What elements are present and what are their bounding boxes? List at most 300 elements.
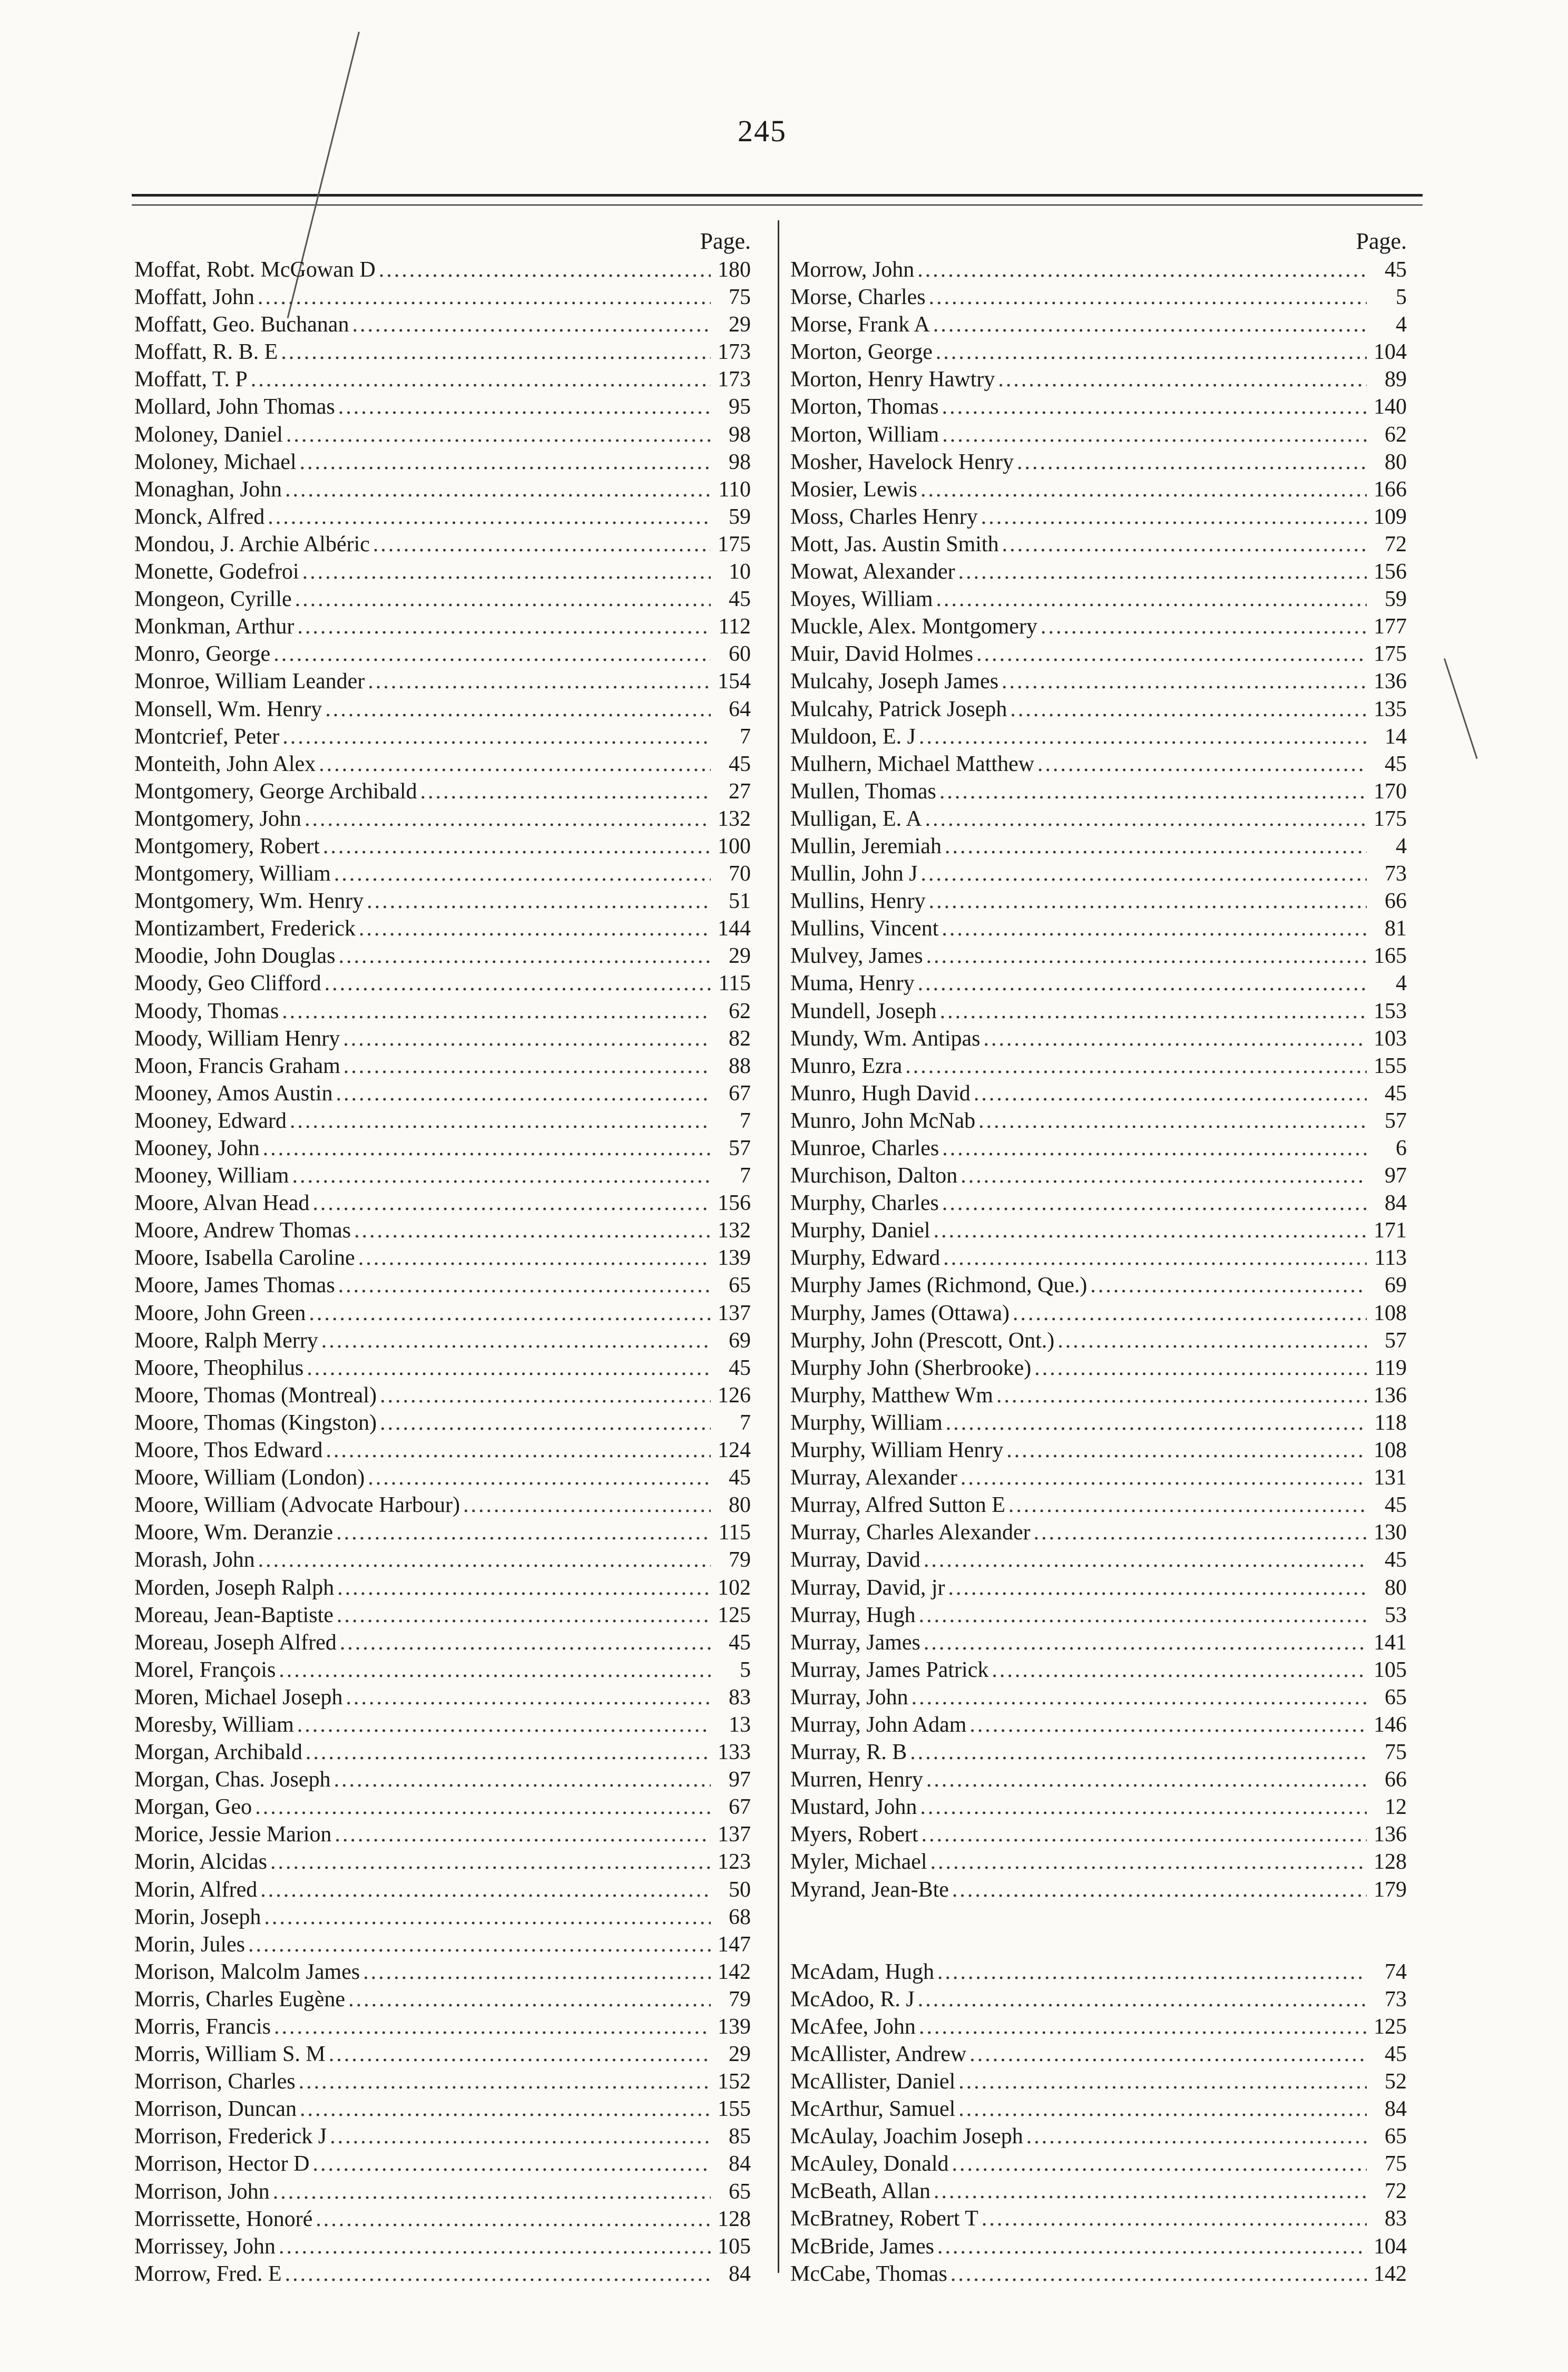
entry-name: Morrison, Duncan (134, 2097, 297, 2122)
index-entry (134, 1464, 756, 1491)
entry-name: Munroe, Charles (790, 1136, 939, 1160)
dot-leader (299, 2068, 711, 2095)
dot-leader (281, 338, 711, 366)
index-entry (790, 696, 1412, 723)
entry-page: 53 (1385, 1603, 1407, 1627)
index-entry (134, 1382, 756, 1409)
entry-page: 139 (718, 2015, 751, 2039)
index-entry (790, 1491, 1412, 1519)
dot-leader (958, 558, 1367, 585)
entry-page: 45 (1385, 1493, 1407, 1518)
entry-page: 104 (1374, 2234, 1407, 2259)
entry-name: McBeath, Allan (790, 2179, 930, 2204)
index-entry (134, 1793, 756, 1821)
dot-leader (945, 833, 1367, 860)
dot-leader (919, 1602, 1367, 1629)
entry-page: 97 (729, 1768, 751, 1792)
index-entry (790, 393, 1412, 421)
dot-leader (326, 1437, 711, 1464)
dot-leader (912, 1684, 1367, 1711)
dot-leader (312, 2150, 711, 2178)
index-entry (790, 1684, 1412, 1711)
entry-page: 155 (718, 2097, 751, 2122)
dot-leader (279, 1656, 711, 1684)
index-entry (790, 640, 1412, 668)
index-entry (134, 1931, 756, 1958)
entry-page: 62 (1385, 422, 1407, 447)
entry-page: 12 (1385, 1795, 1407, 1820)
entry-page: 98 (729, 422, 751, 447)
dot-leader (1034, 1354, 1367, 1382)
index-entry (790, 915, 1412, 942)
index-entry (134, 1107, 756, 1135)
dot-leader (282, 723, 711, 750)
index-list (790, 256, 1412, 1904)
dot-leader (919, 2013, 1367, 2041)
index-entry (134, 531, 756, 558)
entry-page: 45 (729, 587, 751, 612)
entry-page: 45 (729, 1630, 751, 1655)
entry-name: Murphy, William (790, 1410, 943, 1435)
index-entry (790, 1217, 1412, 1244)
index-entry (134, 1766, 756, 1793)
index-entry (134, 1519, 756, 1546)
entry-name: Mondou, J. Archie Albéric (134, 532, 370, 557)
index-entry (790, 833, 1412, 860)
dot-leader (969, 2041, 1367, 2068)
entry-page: 166 (1374, 477, 1407, 502)
index-entry (790, 2178, 1412, 2205)
entry-page: 175 (718, 532, 751, 557)
entry-page: 45 (729, 751, 751, 776)
entry-name: Mullins, Vincent (790, 916, 939, 941)
entry-name: Moloney, Daniel (134, 422, 283, 447)
index-entry (790, 1080, 1412, 1107)
entry-name: Murray, John (790, 1685, 908, 1710)
entry-name: Morin, Alcidas (134, 1850, 267, 1875)
entry-name: Murray, David, jr (790, 1575, 945, 1600)
entry-name: Murphy, Edward (790, 1246, 940, 1271)
entry-name: Moodie, John Douglas (134, 944, 336, 969)
entry-name: Mosher, Havelock Henry (790, 450, 1014, 474)
dot-leader (352, 311, 711, 338)
entry-page: 113 (1374, 1246, 1407, 1271)
dot-leader (323, 833, 711, 860)
entry-name: Moore, John Green (134, 1301, 306, 1325)
entry-page: 80 (729, 1493, 751, 1518)
dot-leader (946, 1409, 1367, 1437)
dot-leader (363, 1958, 711, 1986)
entry-name: Moffat, Robt. McGowan D (134, 258, 376, 282)
index-entry (134, 2150, 756, 2178)
index-entry (790, 1821, 1412, 1848)
dot-leader (316, 2205, 711, 2233)
entry-page: 123 (718, 1850, 751, 1875)
dot-leader (969, 1711, 1367, 1739)
entry-name: Moore, Alvan Head (134, 1191, 310, 1216)
dot-leader (996, 1382, 1367, 1409)
entry-name: Mullen, Thomas (790, 779, 936, 804)
index-entry (790, 942, 1412, 970)
dot-leader (1017, 448, 1367, 476)
dot-leader (358, 1244, 711, 1272)
dot-leader (463, 1491, 711, 1519)
index-entry (134, 1354, 756, 1382)
entry-page: 140 (1374, 395, 1407, 419)
dot-leader (258, 284, 711, 311)
index-entry (134, 2233, 756, 2260)
index-entry (134, 613, 756, 640)
index-entry (134, 1409, 756, 1437)
dot-leader (982, 2205, 1367, 2232)
index-entry (134, 887, 756, 915)
dot-leader (919, 723, 1367, 750)
entry-page: 179 (1374, 1877, 1407, 1902)
entry-name: Morton, William (790, 422, 939, 447)
entry-page: 4 (1396, 313, 1407, 337)
dot-leader (329, 2041, 711, 2068)
page-column-header: Page. (1356, 228, 1407, 254)
entry-name: Murphy, Matthew Wm (790, 1383, 993, 1408)
entry-page: 59 (1385, 587, 1407, 612)
entry-name: Murray, Alexander (790, 1466, 957, 1490)
dot-leader (302, 558, 711, 585)
entry-page: 108 (1374, 1438, 1407, 1463)
entry-name: Mulcahy, Patrick Joseph (790, 697, 1007, 721)
entry-page: 108 (1374, 1301, 1407, 1325)
index-entry (134, 2095, 756, 2123)
entry-name: Mundell, Joseph (790, 999, 937, 1023)
entry-name: Morgan, Geo (134, 1795, 252, 1820)
entry-page: 51 (729, 889, 751, 914)
entry-page: 65 (729, 1273, 751, 1298)
dot-leader (295, 585, 711, 613)
entry-page: 89 (1385, 367, 1407, 392)
entry-name: Montgomery, John (134, 806, 301, 831)
entry-name: Mooney, Edward (134, 1108, 287, 1133)
entry-name: Monteith, John Alex (134, 751, 316, 776)
entry-name: Murray, R. B (790, 1740, 907, 1765)
entry-page: 73 (1385, 1987, 1407, 2012)
entry-name: Moore, Thomas (Montreal) (134, 1383, 377, 1408)
index-entry (134, 1162, 756, 1189)
entry-name: Morash, John (134, 1548, 255, 1573)
entry-name: Myers, Robert (790, 1822, 918, 1847)
entry-page: 146 (1374, 1712, 1407, 1737)
entry-page: 155 (1374, 1053, 1407, 1078)
entry-name: Mundy, Wm. Antipas (790, 1026, 981, 1051)
entry-name: Morgan, Chas. Joseph (134, 1768, 331, 1792)
dot-leader (918, 970, 1367, 997)
index-list (134, 256, 756, 2288)
index-entry (790, 998, 1412, 1025)
entry-page: 69 (1385, 1273, 1407, 1298)
dot-leader (1026, 2123, 1367, 2150)
entry-page: 124 (718, 1438, 751, 1463)
dot-leader (1002, 531, 1367, 558)
entry-page: 14 (1385, 724, 1407, 749)
entry-name: Mongeon, Cyrille (134, 587, 292, 612)
entry-name: Morrow, Fred. E (134, 2261, 282, 2286)
entry-page: 65 (729, 2179, 751, 2204)
dot-leader (925, 805, 1367, 833)
entry-page: 171 (1374, 1218, 1407, 1243)
entry-name: Morton, Thomas (790, 395, 939, 419)
dot-leader (270, 1848, 711, 1876)
index-entry (134, 1876, 756, 1904)
index-entry (790, 1382, 1412, 1409)
dot-leader (334, 860, 711, 887)
dot-leader (337, 1574, 711, 1602)
dot-leader (348, 1986, 711, 2013)
entry-page: 131 (1374, 1466, 1407, 1490)
entry-name: Monroe, William Leander (134, 669, 365, 694)
dot-leader (325, 696, 711, 723)
entry-name: Mulligan, E. A (790, 806, 922, 831)
dot-leader (334, 1766, 711, 1793)
index-entry (790, 1327, 1412, 1354)
index-entry (134, 1491, 756, 1519)
entry-page: 83 (1385, 2207, 1407, 2231)
index-entry (134, 1437, 756, 1464)
index-entry (790, 750, 1412, 778)
entry-name: Morin, Alfred (134, 1877, 258, 1902)
dot-leader (319, 750, 711, 778)
entry-name: Morton, Henry Hawtry (790, 367, 995, 392)
entry-name: Murray, Hugh (790, 1603, 916, 1627)
entry-page: 69 (729, 1328, 751, 1353)
dot-leader (380, 1409, 711, 1437)
entry-page: 45 (1385, 1081, 1407, 1106)
entry-name: Munro, John McNab (790, 1108, 976, 1133)
dot-leader (339, 942, 711, 970)
entry-page: 57 (1385, 1328, 1407, 1353)
entry-page: 115 (718, 1520, 751, 1545)
entry-page: 80 (1385, 450, 1407, 474)
dot-leader (961, 1464, 1367, 1491)
entry-page: 50 (729, 1877, 751, 1902)
dot-leader (344, 1052, 711, 1080)
entry-page: 104 (1374, 340, 1407, 365)
entry-name: Monro, George (134, 642, 271, 667)
dot-leader (248, 1931, 711, 1958)
index-entry (790, 613, 1412, 640)
entry-name: Moss, Charles Henry (790, 504, 978, 529)
entry-page: 62 (729, 999, 751, 1023)
dot-leader (961, 1162, 1367, 1189)
entry-name: Moren, Michael Joseph (134, 1685, 343, 1710)
dot-leader (1008, 1491, 1367, 1519)
dot-leader (279, 2233, 711, 2260)
index-entry (790, 778, 1412, 805)
entry-name: McAfee, John (790, 2014, 916, 2039)
dot-leader (368, 668, 711, 695)
entry-page: 57 (729, 1136, 751, 1160)
index-entry (134, 2013, 756, 2041)
entry-page: 7 (740, 724, 751, 749)
page-number: 245 (738, 114, 787, 148)
index-entry (790, 1656, 1412, 1684)
dot-leader (937, 1958, 1367, 1986)
entry-page: 180 (718, 258, 751, 282)
entry-name: McAllister, Daniel (790, 2070, 956, 2094)
entry-page: 128 (1374, 1850, 1407, 1875)
entry-name: Moody, William Henry (134, 1026, 340, 1051)
entry-name: Moore, Theophilus (134, 1355, 304, 1380)
index-entry (134, 2041, 756, 2068)
index-entry (790, 1300, 1412, 1327)
entry-page: 128 (718, 2207, 751, 2231)
index-entry (790, 1629, 1412, 1656)
entry-page: 75 (729, 285, 751, 310)
entry-page: 133 (718, 1740, 751, 1765)
index-entry (790, 2260, 1412, 2288)
index-entry (790, 1739, 1412, 1766)
entry-page: 52 (1385, 2070, 1407, 2094)
entry-page: 45 (1385, 2042, 1407, 2066)
dot-leader (292, 1162, 711, 1189)
entry-name: McAulay, Joachim Joseph (790, 2124, 1023, 2149)
entry-page: 85 (729, 2124, 751, 2149)
index-list-mc (790, 1958, 1412, 2288)
dot-leader (264, 1904, 711, 1931)
index-entry (134, 448, 756, 476)
dot-leader (336, 1080, 711, 1107)
entry-page: 135 (1374, 697, 1407, 721)
index-entry (134, 1546, 756, 1574)
dot-leader (942, 1135, 1367, 1162)
entry-name: Montcrief, Peter (134, 724, 280, 749)
entry-page: 66 (1385, 1768, 1407, 1792)
entry-name: Moore, Ralph Merry (134, 1328, 318, 1353)
index-entry (790, 1052, 1412, 1080)
entry-page: 4 (1396, 971, 1407, 996)
index-entry (134, 2205, 756, 2233)
dot-leader (1041, 613, 1367, 640)
index-entry (790, 1464, 1412, 1491)
index-entry (134, 1300, 756, 1327)
entry-name: Morin, Joseph (134, 1905, 261, 1929)
index-entry (790, 311, 1412, 338)
index-entry (134, 1052, 756, 1080)
index-entry (790, 1602, 1412, 1629)
dot-leader (338, 393, 711, 421)
entry-name: Murray, Alfred Sutton E (790, 1493, 1005, 1518)
index-column-left (134, 227, 756, 2288)
entry-name: Murren, Henry (790, 1768, 923, 1792)
dot-leader (922, 1821, 1367, 1848)
entry-page: 118 (1374, 1410, 1407, 1435)
entry-page: 165 (1374, 944, 1407, 969)
entry-page: 88 (729, 1053, 751, 1078)
index-entry (134, 1189, 756, 1217)
dot-leader (936, 585, 1367, 613)
entry-page: 75 (1385, 2152, 1407, 2176)
dot-leader (958, 2095, 1367, 2123)
dot-leader (325, 970, 711, 997)
dot-leader (359, 915, 711, 942)
entry-name: Morrissey, John (134, 2234, 276, 2259)
index-entry (790, 1189, 1412, 1217)
entry-page: 97 (1385, 1164, 1407, 1188)
entry-page: 45 (1385, 258, 1407, 282)
index-entry (790, 1025, 1412, 1052)
entry-name: Montgomery, George Archibald (134, 779, 417, 804)
entry-name: Moore, Wm. Deranzie (134, 1520, 334, 1545)
dot-leader (290, 1107, 711, 1135)
dot-leader (380, 1382, 711, 1409)
dot-leader (305, 805, 711, 833)
index-entry (790, 1766, 1412, 1793)
index-entry (790, 1876, 1412, 1904)
entry-page: 103 (1374, 1026, 1407, 1051)
entry-name: Murphy, Daniel (790, 1218, 930, 1243)
index-entry (134, 256, 756, 284)
entry-page: 57 (1385, 1108, 1407, 1133)
dot-leader (981, 503, 1367, 531)
dot-leader (340, 1629, 711, 1656)
dot-leader (354, 1217, 711, 1244)
index-entry (134, 970, 756, 997)
entry-name: Mustard, John (790, 1795, 917, 1820)
index-entry (790, 1848, 1412, 1876)
entry-page: 112 (718, 614, 751, 639)
index-entry (134, 998, 756, 1025)
entry-name: Moore, William (Advocate Harbour) (134, 1493, 460, 1518)
entry-name: Morse, Frank A (790, 313, 930, 337)
dot-leader (905, 1052, 1367, 1080)
index-entry (134, 1958, 756, 1986)
entry-name: Murphy James (Richmond, Que.) (790, 1273, 1087, 1298)
entry-page: 136 (1374, 1383, 1407, 1408)
dot-leader (379, 256, 711, 284)
dot-leader (958, 2068, 1367, 2095)
section-gap (790, 1904, 1412, 1958)
index-entry (790, 1107, 1412, 1135)
index-entry (790, 1519, 1412, 1546)
entry-page: 80 (1385, 1575, 1407, 1600)
entry-page: 67 (729, 1081, 751, 1106)
entry-name: Moore, William (London) (134, 1466, 365, 1490)
entry-page: 100 (718, 834, 751, 858)
dot-leader (367, 887, 711, 915)
entry-page: 7 (740, 1108, 751, 1133)
entry-name: McBratney, Robert T (790, 2207, 978, 2231)
index-entry (134, 1135, 756, 1162)
entry-page: 137 (718, 1301, 751, 1325)
entry-name: Murchison, Dalton (790, 1164, 958, 1188)
dot-leader (309, 1300, 711, 1327)
entry-name: Myrand, Jean-Bte (790, 1877, 949, 1902)
dot-leader (998, 366, 1367, 393)
dot-leader (300, 2095, 711, 2123)
entry-page: 125 (1374, 2014, 1407, 2039)
entry-name: Murphy John (Sherbrooke) (790, 1355, 1032, 1380)
dot-leader (984, 1025, 1367, 1052)
index-entry (790, 2013, 1412, 2041)
dot-leader (920, 1793, 1367, 1821)
entry-page: 156 (718, 1191, 751, 1216)
entry-page: 137 (718, 1822, 751, 1847)
index-entry (790, 2123, 1412, 2150)
dot-leader (251, 366, 711, 393)
dot-leader (937, 2233, 1367, 2260)
entry-page: 98 (729, 450, 751, 474)
entry-page: 84 (1385, 1191, 1407, 1216)
entry-name: Moore, Thomas (Kingston) (134, 1410, 377, 1435)
entry-page: 13 (729, 1712, 751, 1737)
entry-page: 152 (718, 2070, 751, 2094)
